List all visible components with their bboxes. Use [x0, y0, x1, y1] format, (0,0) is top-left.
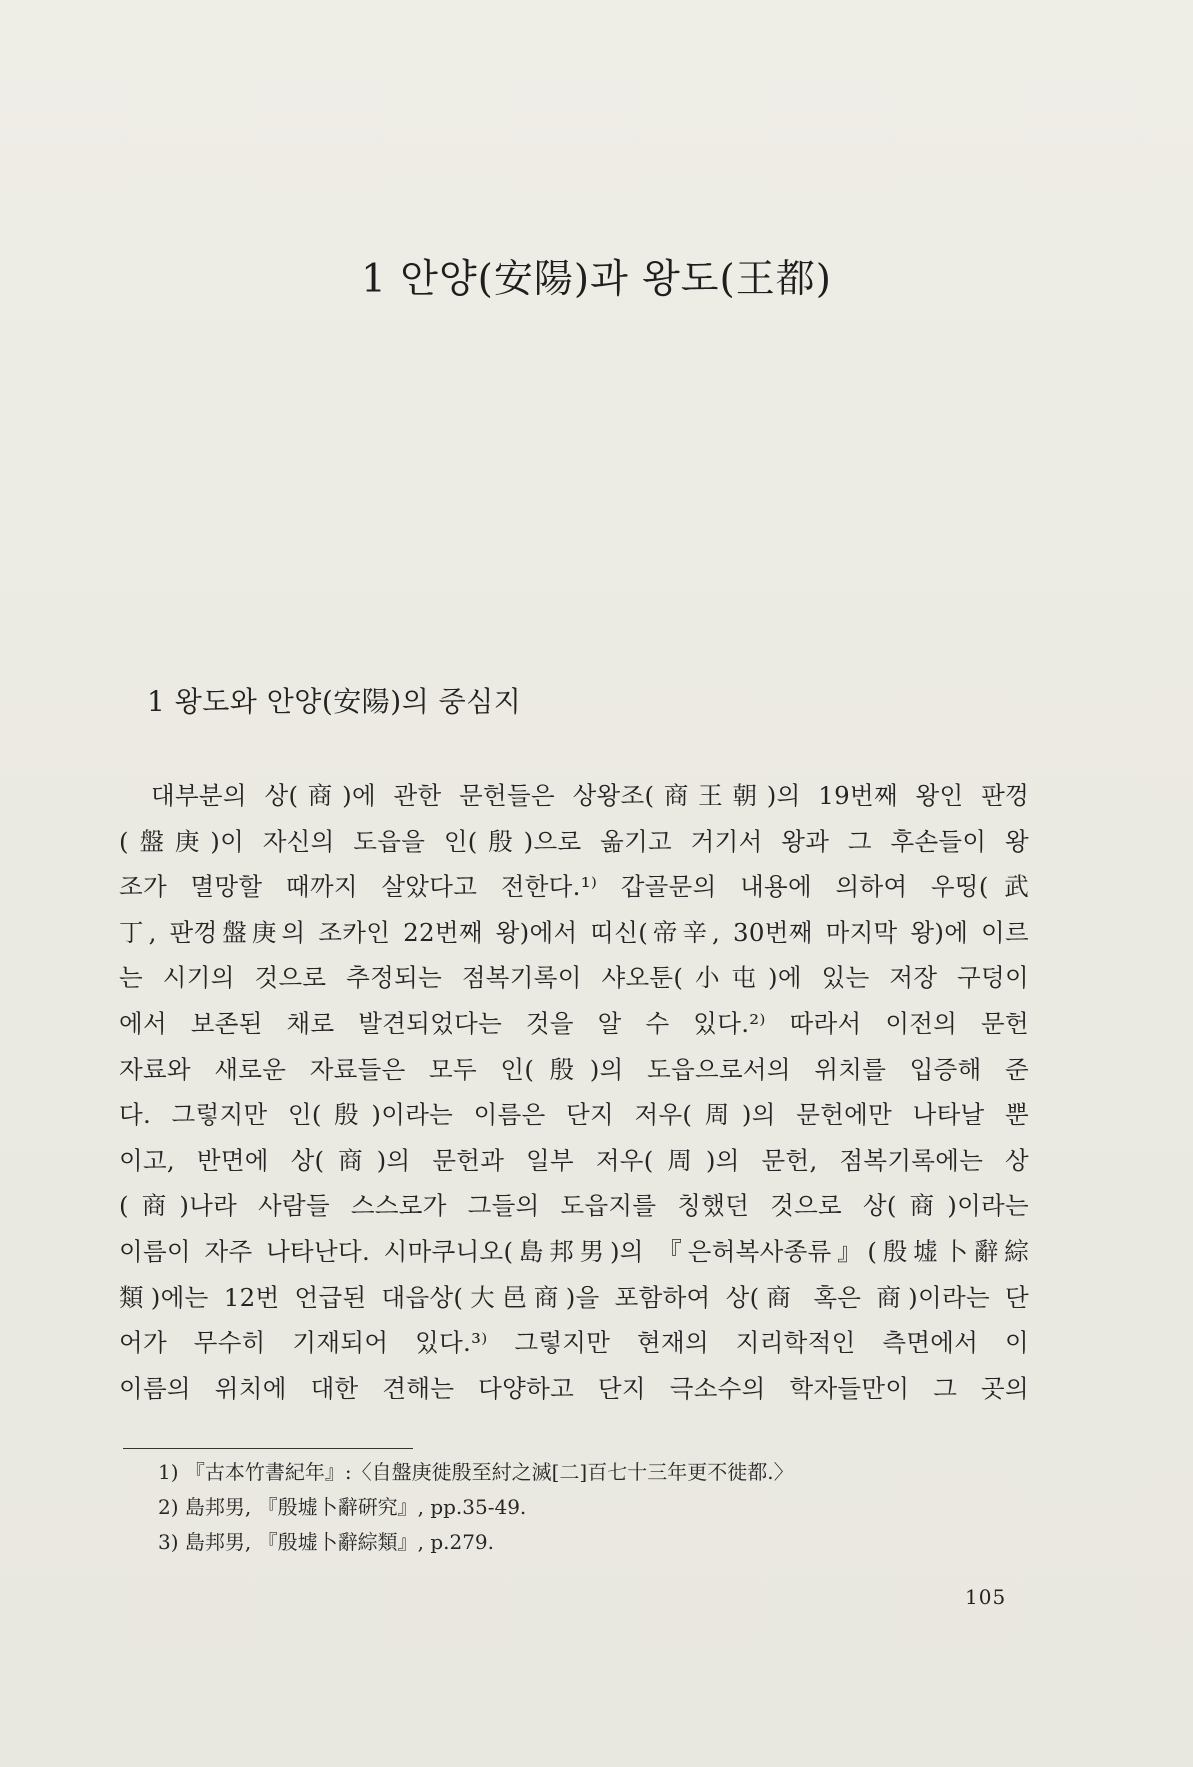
body-line: 類)에는 12번 언급된 대읍상(大邑商)을 포함하여 상(商 혹은 商)이라는 단 [119, 1282, 1029, 1312]
body-line: 다. 그렇지만 인(殷)이라는 이름은 단지 저우(周)의 문헌에만 나타날 뿐 [119, 1100, 1029, 1130]
body-paragraph [119, 773, 1029, 1411]
footnote-divider [123, 1448, 413, 1449]
footnote-2: 2) 島邦男, 『殷墟卜辭硏究』, pp.35-49. [158, 1495, 527, 1519]
page-number: 105 [965, 1585, 1007, 1609]
footnotes [158, 1455, 1028, 1560]
body-line: 어가 무수히 기재되어 있다.³⁾ 그렇지만 현재의 지리학적인 측면에서 이 [119, 1328, 1029, 1358]
body-line: 이고, 반면에 상(商)의 문헌과 일부 저우(周)의 문헌, 점복기록에는 상 [119, 1145, 1029, 1175]
body-line: 이름의 위치에 대한 견해는 다양하고 단지 극소수의 학자들만이 그 곳의 [119, 1373, 1029, 1403]
body-line: 조가 멸망할 때까지 살았다고 전한다.¹⁾ 갑골문의 내용에 의하여 우띵(武 [119, 872, 1029, 902]
body-line: 대부분의 상(商)에 관한 문헌들은 상왕조(商王朝)의 19번째 왕인 판껑 [151, 781, 1029, 810]
body-line: (商)나라 사람들 스스로가 그들의 도읍지를 칭했던 것으로 상(商)이라는 [119, 1191, 1029, 1221]
body-line: 자료와 새로운 자료들은 모두 인(殷)의 도읍으로서의 위치를 입증해 준 [119, 1054, 1029, 1084]
body-line: (盤庚)이 자신의 도읍을 인(殷)으로 옮기고 거기서 왕과 그 후손들이 왕 [119, 826, 1029, 856]
footnote-1: 1) 『古本竹書紀年』:〈自盤庚徙殷至紂之滅[二]百七十三年更不徙都.〉 [158, 1460, 794, 1484]
body-line: 丁, 판껑盤庚의 조카인 22번째 왕)에서 띠신(帝辛, 30번째 마지막 왕)에 이르 [119, 917, 1029, 947]
body-line: 는 시기의 것으로 추정되는 점복기록이 샤오툰(小屯)에 있는 저장 구덩이 [119, 963, 1029, 993]
body-line: 이름이 자주 나타난다. 시마쿠니오(島邦男)의 『은허복사종류』(殷墟卜辭綜 [119, 1236, 1029, 1266]
body-line: 에서 보존된 채로 발견되었다는 것을 알 수 있다.²⁾ 따라서 이전의 문헌 [119, 1008, 1029, 1038]
chapter-title: 1 안양(安陽)과 왕도(王都) [361, 257, 832, 302]
section-heading: 1 왕도와 안양(安陽)의 중심지 [147, 685, 522, 718]
footnote-3: 3) 島邦男, 『殷墟卜辭綜類』, p.279. [158, 1530, 495, 1554]
